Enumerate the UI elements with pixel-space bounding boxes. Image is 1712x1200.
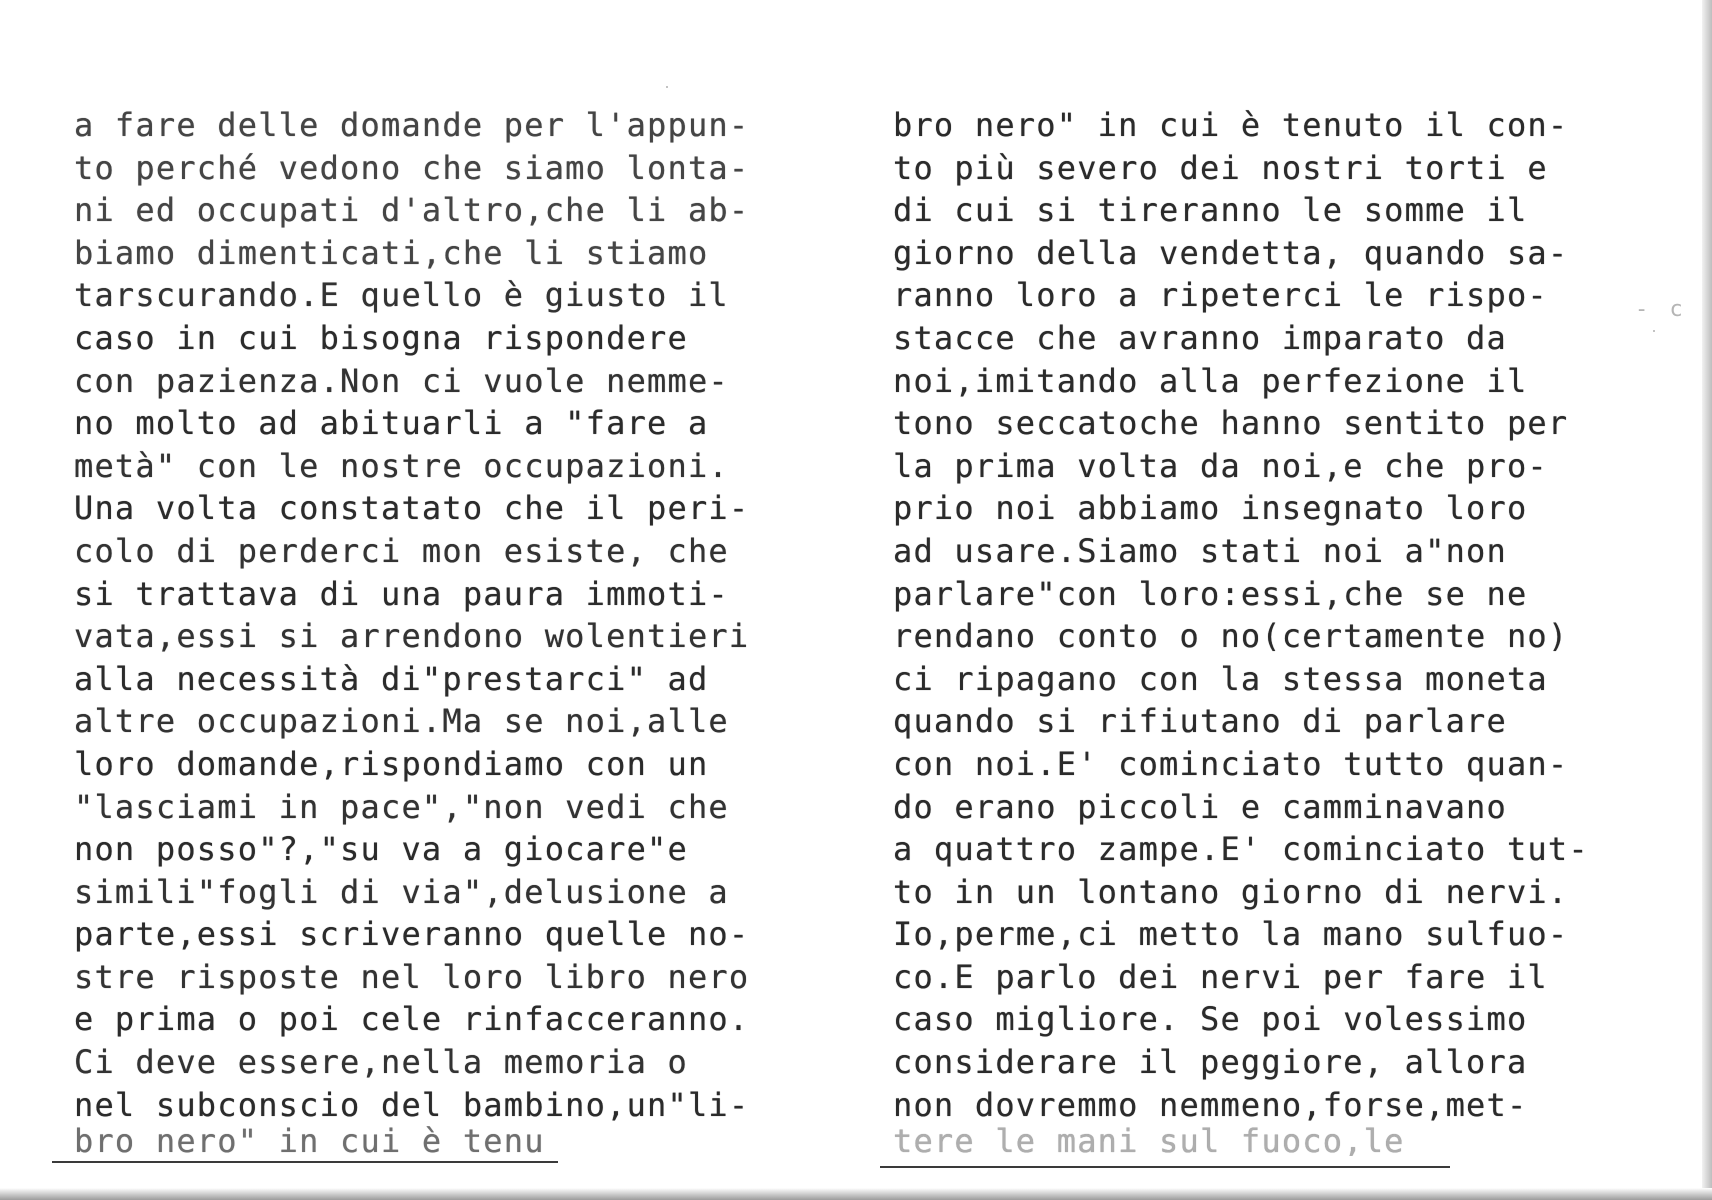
text-line: rendano conto o no(certamente no) (893, 617, 1569, 656)
text-line: co.E parlo dei nervi per fare il (893, 957, 1548, 996)
text-line: do erano piccoli e camminavano (893, 787, 1507, 826)
cut-off-text-line: tere le mani sul fuoco,le (893, 1126, 1405, 1157)
text-line: a quattro zampe.E' cominciato tut- (893, 830, 1589, 869)
text-line: colo di perderci mon esiste, che (74, 531, 729, 570)
text-line: metà" con le nostre occupazioni. (74, 446, 729, 485)
text-line: caso in cui bisogna rispondere (74, 318, 688, 357)
text-line: parlare"con loro:essi,che se ne (893, 574, 1528, 613)
text-line: nel subconscio del bambino,un"li- (74, 1085, 750, 1124)
text-line: stacce che avranno imparato da (893, 318, 1507, 357)
text-line: si trattava di una paura immoti- (74, 574, 729, 613)
cut-off-text-line: bro nero" in cui è tenu (74, 1126, 545, 1157)
text-line: ni ed occupati d'altro,che li ab- (74, 191, 750, 230)
text-line: a fare delle domande per l'appun- (74, 106, 750, 144)
text-line: biamo dimenticati,che li stiamo (74, 233, 709, 272)
right-text-column (893, 104, 1673, 1156)
text-line: Una volta constatato che il peri- (74, 489, 750, 528)
text-line: to in un lontano giorno di nervi. (893, 872, 1569, 911)
text-line: altre occupazioni.Ma se noi,alle (74, 702, 729, 741)
text-line: vata,essi si arrendono wolentieri (74, 617, 750, 656)
strike-through-line-right (880, 1166, 1450, 1168)
text-line: noi,imitando alla perfezione il (893, 361, 1528, 400)
text-line: tono seccatoche hanno sentito per (893, 404, 1569, 443)
text-line: parte,essi scriveranno quelle no- (74, 915, 750, 954)
text-line: considerare il peggiore, allora (893, 1043, 1528, 1082)
text-line: non posso"?,"su va a giocare"e (74, 830, 688, 869)
text-line: bro nero" in cui è tenuto il con- (893, 106, 1569, 144)
text-line: ranno loro a ripeterci le rispo- (893, 276, 1548, 315)
scan-speck (666, 86, 668, 88)
text-line: simili"fogli di via",delusione a (74, 872, 729, 911)
text-line: ad usare.Siamo stati noi a"non (893, 531, 1507, 570)
margin-mark: - c (1635, 297, 1687, 322)
text-line: la prima volta da noi,e che pro- (893, 446, 1548, 485)
text-line: tarscurando.E quello è giusto il (74, 276, 729, 315)
text-line: prio noi abbiamo insegnato loro (893, 489, 1528, 528)
sheet-right-edge (1702, 0, 1712, 1200)
text-line: stre risposte nel loro libro nero (74, 957, 750, 996)
text-line: alla necessità di"prestarci" ad (74, 659, 709, 698)
text-line: caso migliore. Se poi volessimo (893, 1000, 1528, 1039)
scan-speck (1653, 330, 1655, 332)
text-line: ci ripagano con la stessa moneta (893, 659, 1548, 698)
text-line: to più severo dei nostri torti e (893, 148, 1548, 187)
text-line: Ci deve essere,nella memoria o (74, 1043, 688, 1082)
sheet-bottom-edge (0, 1188, 1712, 1200)
text-line: di cui si tireranno le somme il (893, 191, 1528, 230)
left-text-column (74, 104, 834, 1156)
text-line: e prima o poi cele rinfacceranno. (74, 1000, 750, 1039)
strike-through-line-left (52, 1161, 558, 1163)
text-line: quando si rifiutano di parlare (893, 702, 1507, 741)
text-line: con noi.E' cominciato tutto quan- (893, 744, 1569, 783)
text-line: con pazienza.Non ci vuole nemme- (74, 361, 729, 400)
text-line: loro domande,rispondiamo con un (74, 744, 709, 783)
text-line: "lasciami in pace","non vedi che (74, 787, 729, 826)
text-line: no molto ad abituarli a "fare a (74, 404, 709, 443)
text-line: non dovremmo nemmeno,forse,met- (893, 1085, 1528, 1124)
text-line: to perché vedono che siamo lonta- (74, 148, 750, 187)
text-line: Io,perme,ci metto la mano sulfuo- (893, 915, 1569, 954)
text-line: giorno della vendetta, quando sa- (893, 233, 1569, 272)
